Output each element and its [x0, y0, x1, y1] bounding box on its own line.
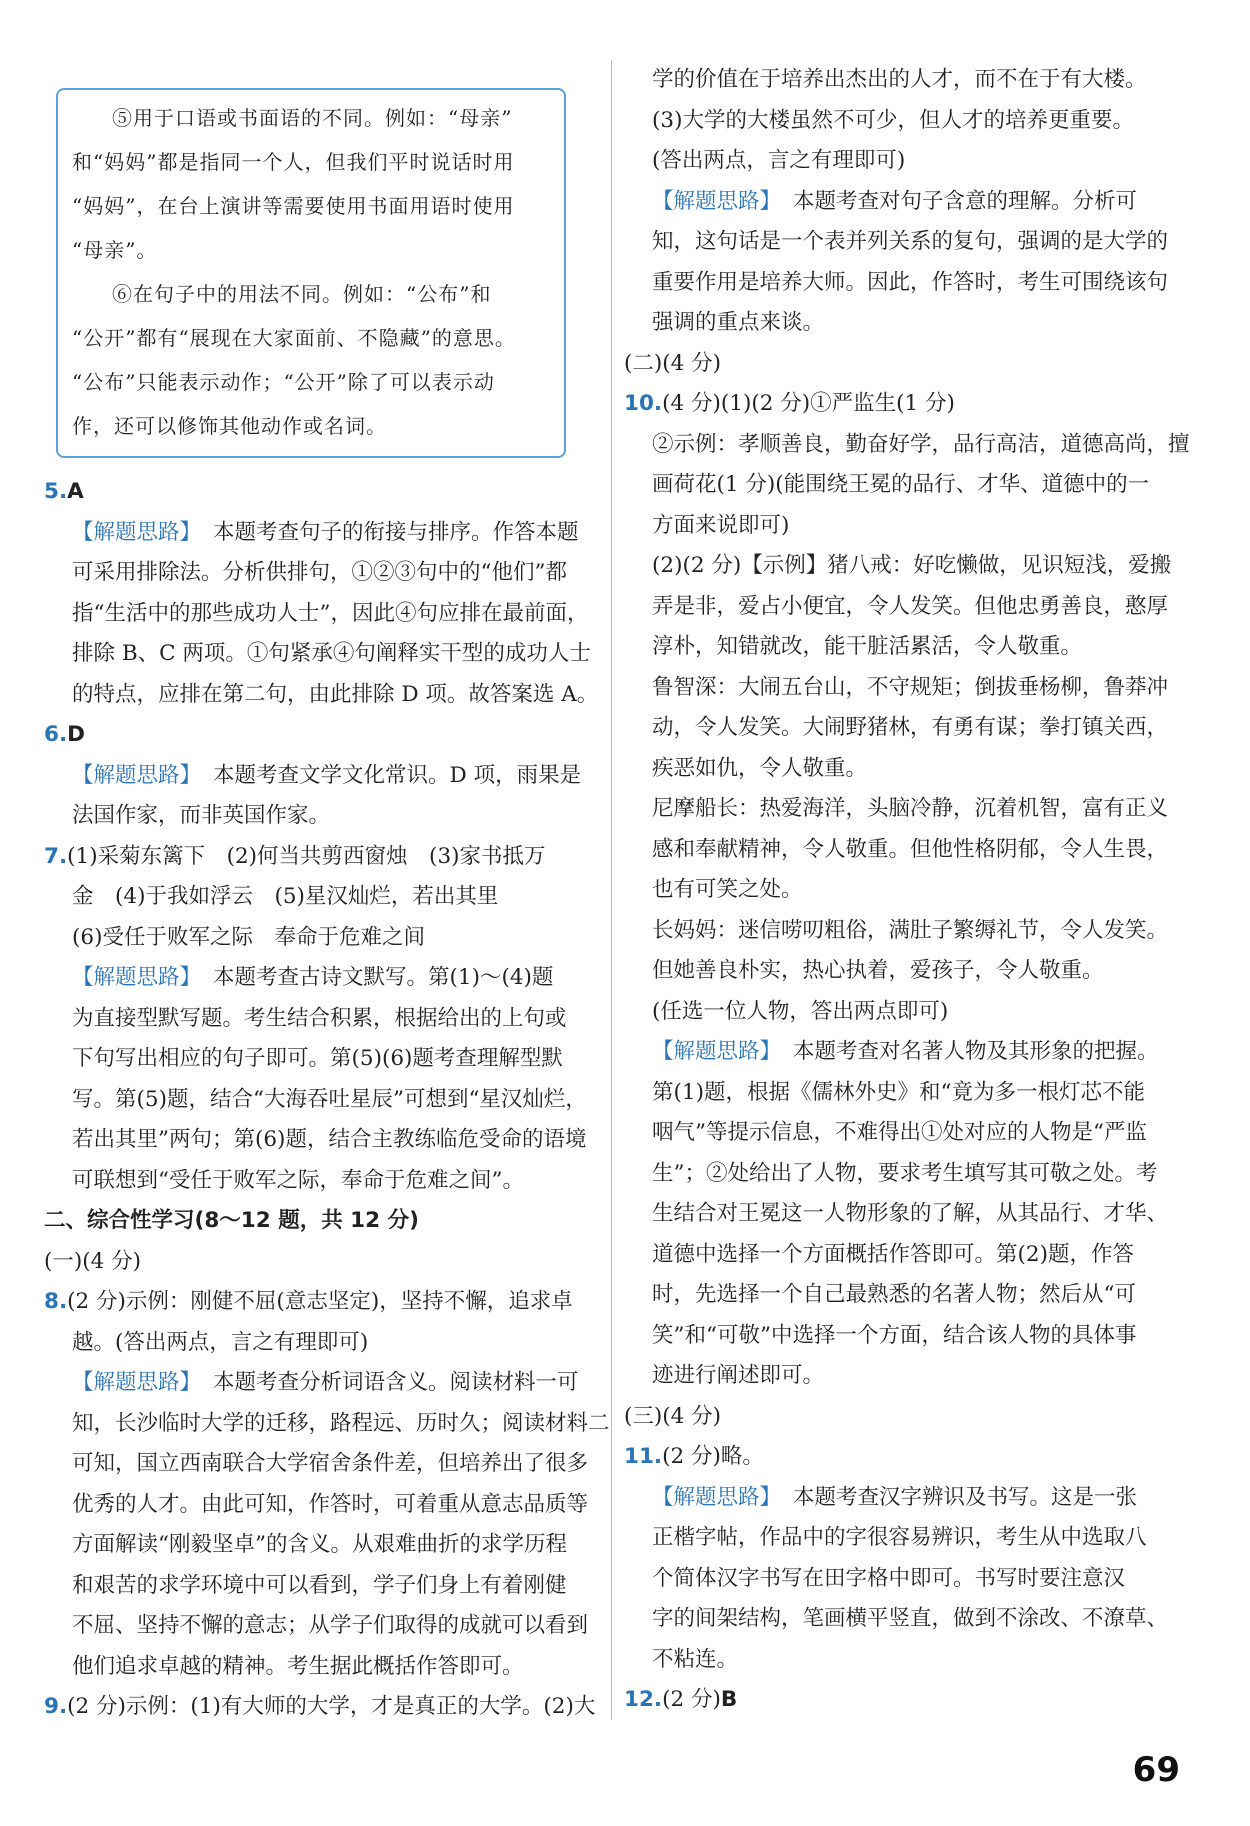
subsection-heading: (二)(4 分)	[624, 350, 722, 376]
note-line: 和“妈妈”都是指同一个人，但我们平时说话时用	[72, 150, 515, 174]
question-10	[624, 384, 1190, 1397]
analysis-line: 为直接型默写题。考生结合积累，根据给出的上句或	[72, 1005, 567, 1031]
note-line: “公开”都有“展现在大家面前、不隐藏”的意思。	[72, 326, 516, 350]
analysis-tag: 【解题思路】	[652, 1039, 782, 1064]
analysis-tag: 【解题思路】	[72, 762, 202, 788]
analysis-line: 道德中选择一个方面概括作答即可。第(2)题，作答	[652, 1241, 1134, 1267]
analysis-tag: 【解题思路】	[652, 188, 782, 214]
answer-line: 鲁智深：大闹五台山，不守规矩；倒拔垂杨柳，鲁莽冲	[652, 674, 1169, 700]
answer-line: 尼摩船长：热爱海洋，头脑冷静，沉着机智，富有正义	[652, 796, 1169, 821]
question-number: 12.	[624, 1687, 663, 1712]
answer-line: 长妈妈：迷信唠叨粗俗，满肚子繁缛礼节，令人发笑。	[652, 917, 1169, 943]
analysis-line: 知，这句话是一个表并列关系的复句，强调的是大学的	[652, 229, 1169, 254]
note-line: “公布”只能表示动作；“公开”除了可以表示动	[72, 370, 495, 394]
analysis-line: 的特点，应排在第二句，由此排除 D 项。故答案选 A。	[72, 681, 599, 707]
answer-line: ②示例：孝顺善良，勤奋好学，品行高洁，道德高尚，擅	[652, 431, 1190, 457]
question-12	[624, 1680, 1184, 1721]
analysis-line: 指“生活中的那些成功人士”，因此④句应排在最前面，	[72, 600, 589, 626]
question-number: 5.	[44, 479, 68, 504]
answer-line: (2 分)略。	[662, 1444, 764, 1469]
analysis-line: 字的间架结构，笔画横平竖直，做到不涂改、不潦草、	[652, 1606, 1169, 1631]
analysis-line: 下句写出相应的句子即可。第(5)(6)题考查理解型默	[72, 1046, 563, 1071]
question-number: 9.	[44, 1694, 68, 1719]
answer-choice: D	[67, 722, 85, 747]
answer-choice: A	[67, 479, 84, 504]
answer-line: 也有可笑之处。	[652, 877, 803, 902]
question-9	[44, 1687, 604, 1728]
answer-line: 但她善良朴实，热心执着，爱孩子，令人敬重。	[652, 958, 1104, 983]
analysis-line: 迹进行阐述即可。	[652, 1363, 825, 1388]
note-line: ⑥在句子中的用法不同。例如：“公布”和	[112, 282, 492, 306]
answer-line: 动，令人发笑。大闹野猪林，有勇有谋；拳打镇关西，	[652, 715, 1169, 740]
column-divider	[611, 60, 612, 1720]
answer-line: 淳朴，知错就改，能干脏活累活，令人敬重。	[652, 634, 1083, 659]
answer-line: (任选一位人物，答出两点即可)	[652, 998, 949, 1024]
left-column	[44, 60, 610, 1728]
answer-line: (2 分)示例：(1)有大师的大学，才是真正的大学。(2)大	[67, 1694, 596, 1719]
question-number: 8.	[44, 1289, 68, 1314]
analysis-line: 笑”和“可敬”中选择一个方面，结合该人物的具体事	[652, 1322, 1137, 1348]
note-box	[56, 88, 566, 458]
question-8	[44, 1282, 610, 1687]
analysis-line: 可采用排除法。分析供排句，①②③句中的“他们”都	[72, 560, 567, 585]
analysis-line: 强调的重点来谈。	[652, 310, 825, 335]
answer-line: (2 分)示例：刚健不屈(意志坚定)，坚持不懈，追求卓	[67, 1289, 573, 1314]
answer-line: 疾恶如仇，令人敬重。	[652, 755, 868, 781]
answer-line: (2 分)	[662, 1687, 721, 1712]
answer-line: (3)大学的大楼虽然不可少，但人才的培养更重要。	[652, 107, 1134, 133]
answer-line: 方面来说即可)	[652, 512, 790, 538]
analysis-line: 本题考查句子的衔接与排序。作答本题	[213, 519, 579, 545]
answer-line: 画荷花(1 分)(能围绕王冕的品行、才华、道德中的一	[652, 472, 1150, 497]
subsection-heading: (三)(4 分)	[624, 1403, 722, 1429]
analysis-line: 本题考查对名著人物及其形象的把握。	[793, 1039, 1159, 1064]
question-11	[624, 1437, 1184, 1680]
analysis-line: 排除 B、C 两项。①句紧承④句阐释实干型的成功人士	[72, 641, 591, 666]
question-7	[44, 837, 604, 1202]
answer-line: (2)(2 分)【示例】猪八戒：好吃懒做，见识短浅，爱搬	[652, 553, 1172, 578]
answer-line: (答出两点，言之有理即可)	[652, 148, 906, 173]
analysis-line: 本题考查汉字辨识及书写。这是一张	[793, 1484, 1138, 1510]
analysis-line: 可知，国立西南联合大学宿舍条件差，但培养出了很多	[72, 1451, 589, 1476]
question-6	[44, 715, 604, 837]
answer-line: 越。(答出两点，言之有理即可)	[72, 1329, 369, 1355]
analysis-line: 优秀的人才。由此可知，作答时，可着重从意志品质等	[72, 1491, 589, 1517]
answer-line: (6)受任于败军之际 奉命于危难之间	[72, 924, 425, 950]
analysis-line: 本题考查古诗文默写。第(1)～(4)题	[213, 965, 554, 990]
analysis-line: 本题考查文学文化常识。D 项，雨果是	[213, 762, 582, 788]
question-9-continued	[624, 60, 1184, 344]
analysis-line: 写。第(5)题，结合“大海吞吐星辰”可想到“星汉灿烂，	[72, 1086, 587, 1112]
answer-line: 学的价值在于培养出杰出的人才，而不在于有大楼。	[652, 67, 1147, 92]
analysis-line: 不粘连。	[652, 1646, 739, 1672]
right-column	[624, 60, 1190, 1721]
question-number: 7.	[44, 843, 68, 869]
answer-line: (4 分)(1)(2 分)①严监生(1 分)	[662, 391, 955, 416]
note-line: “母亲”。	[72, 238, 158, 262]
analysis-line: 本题考查分析词语含义。阅读材料一可	[213, 1370, 579, 1395]
analysis-tag: 【解题思路】	[652, 1484, 782, 1510]
analysis-line: 咽气”等提示信息，不难得出①处对应的人物是“严监	[652, 1120, 1147, 1145]
analysis-line: 生”；②处给出了人物，要求考生填写其可敬之处。考	[652, 1160, 1158, 1186]
answer-choice: B	[720, 1687, 738, 1712]
analysis-tag: 【解题思路】	[72, 965, 202, 990]
question-number: 6.	[44, 722, 68, 747]
subsection-heading: (一)(4 分)	[44, 1248, 142, 1274]
analysis-line: 若出其里”两句；第(6)题，结合主教练临危受命的语境	[72, 1127, 587, 1152]
question-number: 11.	[624, 1444, 663, 1469]
analysis-line: 可联想到“受任于败军之际，奉命于危难之间”。	[72, 1167, 524, 1193]
analysis-line: 第(1)题，根据《儒林外史》和“竟为多一根灯芯不能	[652, 1079, 1145, 1105]
analysis-tag: 【解题思路】	[72, 1370, 202, 1395]
section-heading: 二、综合性学习(8～12 题，共 12 分)	[44, 1208, 419, 1233]
note-line: ⑤用于口语或书面语的不同。例如：“母亲”	[112, 106, 513, 130]
answer-line: 金 (4)于我如浮云 (5)星汉灿烂，若出其里	[72, 884, 499, 909]
analysis-line: 不屈、坚持不懈的意志；从学子们取得的成就可以看到	[72, 1613, 589, 1638]
question-5	[44, 472, 604, 715]
answer-line: (1)采菊东篱下 (2)何当共剪西窗烛 (3)家书抵万	[67, 843, 546, 869]
analysis-line: 知，长沙临时大学的迁移，路程远、历时久；阅读材料二	[72, 1410, 610, 1436]
analysis-line: 本题考查对句子含意的理解。分析可	[793, 188, 1138, 214]
note-line: “妈妈”，在台上演讲等需要使用书面用语时使用	[72, 194, 515, 218]
analysis-line: 和艰苦的求学环境中可以看到，学子们身上有着刚健	[72, 1572, 567, 1598]
analysis-line: 重要作用是培养大师。因此，作答时，考生可围绕该句	[652, 269, 1169, 295]
analysis-line: 生结合对王冕这一人物形象的了解，从其品行、才华、	[652, 1201, 1169, 1226]
analysis-line: 他们追求卓越的精神。考生据此概括作答即可。	[72, 1653, 524, 1679]
analysis-line: 法国作家，而非英国作家。	[72, 803, 331, 828]
analysis-line: 时，先选择一个自己最熟悉的名著人物；然后从“可	[652, 1282, 1136, 1307]
answer-line: 弄是非，爱占小便宜，令人发笑。但他忠勇善良，憨厚	[652, 593, 1169, 619]
note-line: 作，还可以修饰其他动作或名词。	[72, 414, 387, 438]
page-number: 69	[1132, 1750, 1180, 1790]
answer-line: 感和奉献精神，令人敬重。但他性格阴郁，令人生畏，	[652, 836, 1169, 862]
analysis-line: 个简体汉字书写在田字格中即可。书写时要注意汉	[652, 1565, 1126, 1591]
analysis-line: 方面解读“刚毅坚卓”的含义。从艰难曲折的求学历程	[72, 1532, 567, 1557]
analysis-line: 正楷字帖，作品中的字很容易辨识，考生从中选取八	[652, 1525, 1147, 1550]
question-number: 10.	[624, 391, 663, 416]
analysis-tag: 【解题思路】	[72, 519, 202, 545]
